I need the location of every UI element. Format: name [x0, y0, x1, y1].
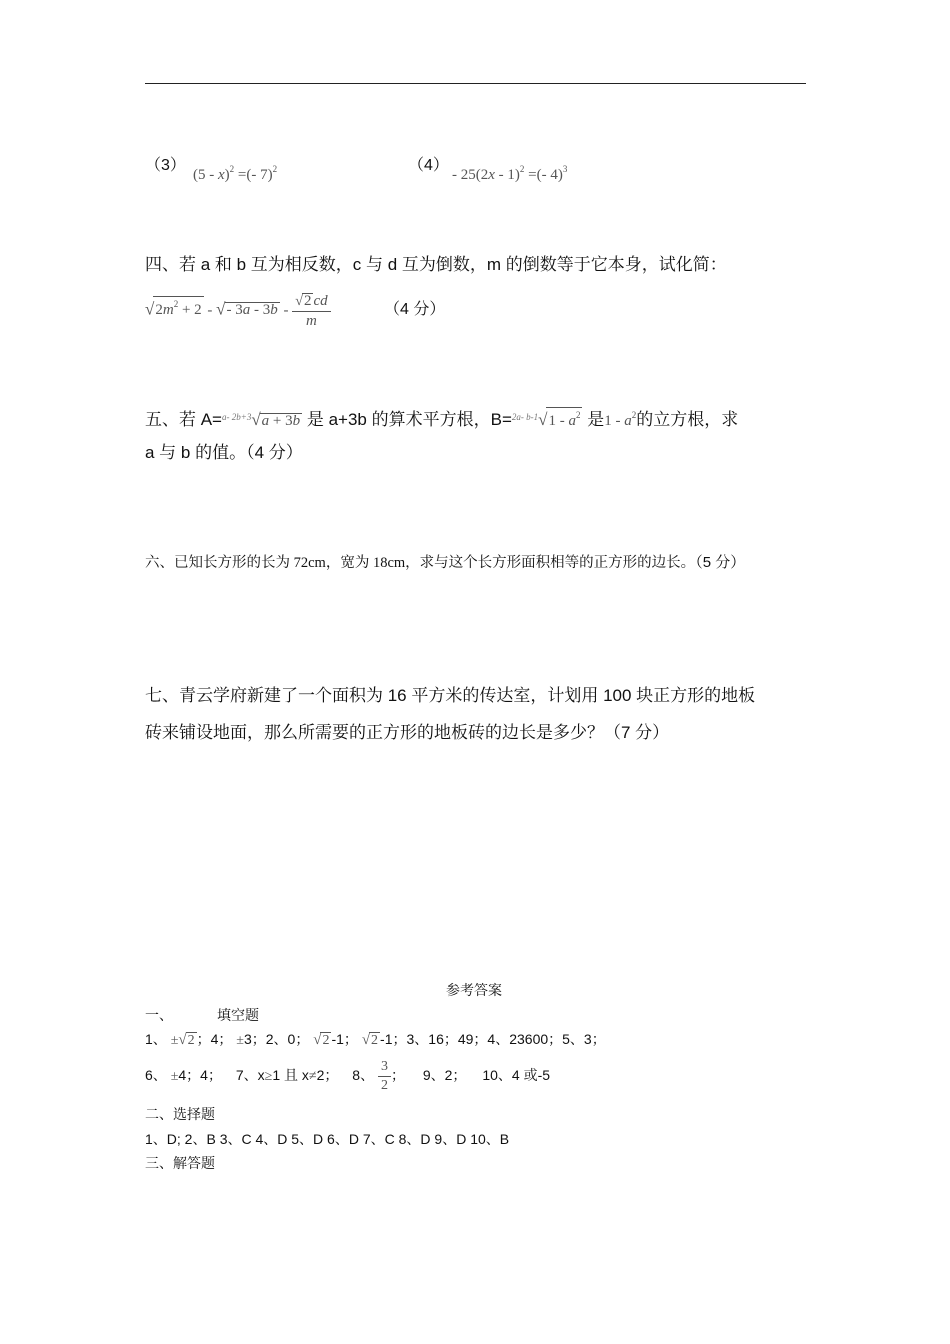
- section-5-suffix1: 是: [582, 410, 605, 429]
- section-4-points: （4 分）: [384, 301, 446, 318]
- answers-row-2: 6、 ±4；4； 7、x≥1 且 x≠2； 8、 $\frac{3}{2}$ ； 9、2； 10、4 或-5: [145, 1059, 551, 1093]
- answer-row2-b: 4；4；: [178, 1067, 222, 1084]
- answer-row2-e: 2；: [316, 1067, 339, 1084]
- answer-row2-f: 8、: [352, 1067, 375, 1084]
- answer-row2-c: 7、x: [235, 1067, 265, 1084]
- answer-row1-e: -1；3、16；49；4、23600；5、3；: [380, 1031, 606, 1047]
- answer-row2-i: 10、4 或-5: [482, 1067, 551, 1084]
- problem-4-label: （4）: [408, 157, 449, 174]
- answers-title: 参考答案: [446, 984, 502, 999]
- header-rule: [145, 83, 806, 84]
- answers-heading-2: 二、选择题: [145, 1106, 215, 1122]
- section-5-suffix2: 的立方根，求: [636, 410, 739, 429]
- section-7-line1: 七、青云学府新建了一个面积为 16 平方米的传达室，计划用 100 块正方形的地板: [145, 686, 756, 705]
- answer-row1-d: -1；: [331, 1031, 358, 1047]
- choice-answers: 1、D; 2、B 3、C 4、D 5、D 6、D 7、C 8、D 9、D 10、B: [145, 1131, 510, 1147]
- answers-heading-3: 三、解答题: [145, 1155, 215, 1171]
- section-5-prefix: 五、若 A=: [145, 410, 222, 429]
- answer-row1-b: ；4；: [196, 1031, 233, 1047]
- section-7-line2: 砖来铺设地面，那么所需要的正方形的地板砖的边长是多少？（7 分）: [145, 723, 670, 742]
- section-4-expression: $√2m^2 + 2$ - √- 3a - 3b - $\frac{√2 cd}{m}$: [145, 292, 331, 330]
- section-5-line2: a 与 b 的值。（4 分）: [145, 443, 303, 462]
- section-5-line1: 五、若 A=$^{a- 2b+3}$√a + 3b 是 a+3b 的算术平方根，$B=^{2a- b-1}√1 - a^2$ 是$1 - a^2$的立方根，求: [145, 405, 738, 430]
- answer-row2-h: 9、2；: [422, 1067, 467, 1084]
- answers-heading-1: [145, 1005, 259, 1025]
- problem-3-equation: (5 - x)$^2$ =(- 7)$^2$: [193, 164, 278, 183]
- section-5-middle: 是 a+3b 的算术平方根，B=: [302, 410, 512, 429]
- answer-6-label: 6、: [145, 1067, 167, 1084]
- section-6-body: 六、已知长方形的长为 72cm，宽为 18cm，求与这个长方形面积相等的正方形的边长。: [145, 555, 696, 571]
- answers-heading-1-title: 填空题: [217, 1007, 259, 1023]
- section-4-text: 四、若 a 和 b 互为相反数，c 与 d 互为倒数，m 的倒数等于它本身，试化简：: [145, 255, 727, 274]
- problem-4-equation: - 25(2x - 1)$^2$ =(- 4)$^3$: [452, 164, 568, 183]
- answers-row-1: 1、 ±√2 ；4； ±3；2、0； √2 -1； √2 -1；3、16；49；4、23600；5、3；: [145, 1031, 606, 1048]
- answer-row2-d: 1 且 x: [272, 1067, 309, 1084]
- answer-1-label: 1、: [145, 1031, 167, 1047]
- problem-3-label: （3）: [145, 157, 186, 174]
- answer-row1-c: 3；2、0；: [243, 1031, 310, 1047]
- section-6-text: [145, 551, 745, 572]
- section-6-points: （5 分）: [695, 554, 746, 571]
- answer-row2-g: ；: [390, 1067, 405, 1084]
- answers-heading-1-number: 一、: [145, 1007, 173, 1023]
